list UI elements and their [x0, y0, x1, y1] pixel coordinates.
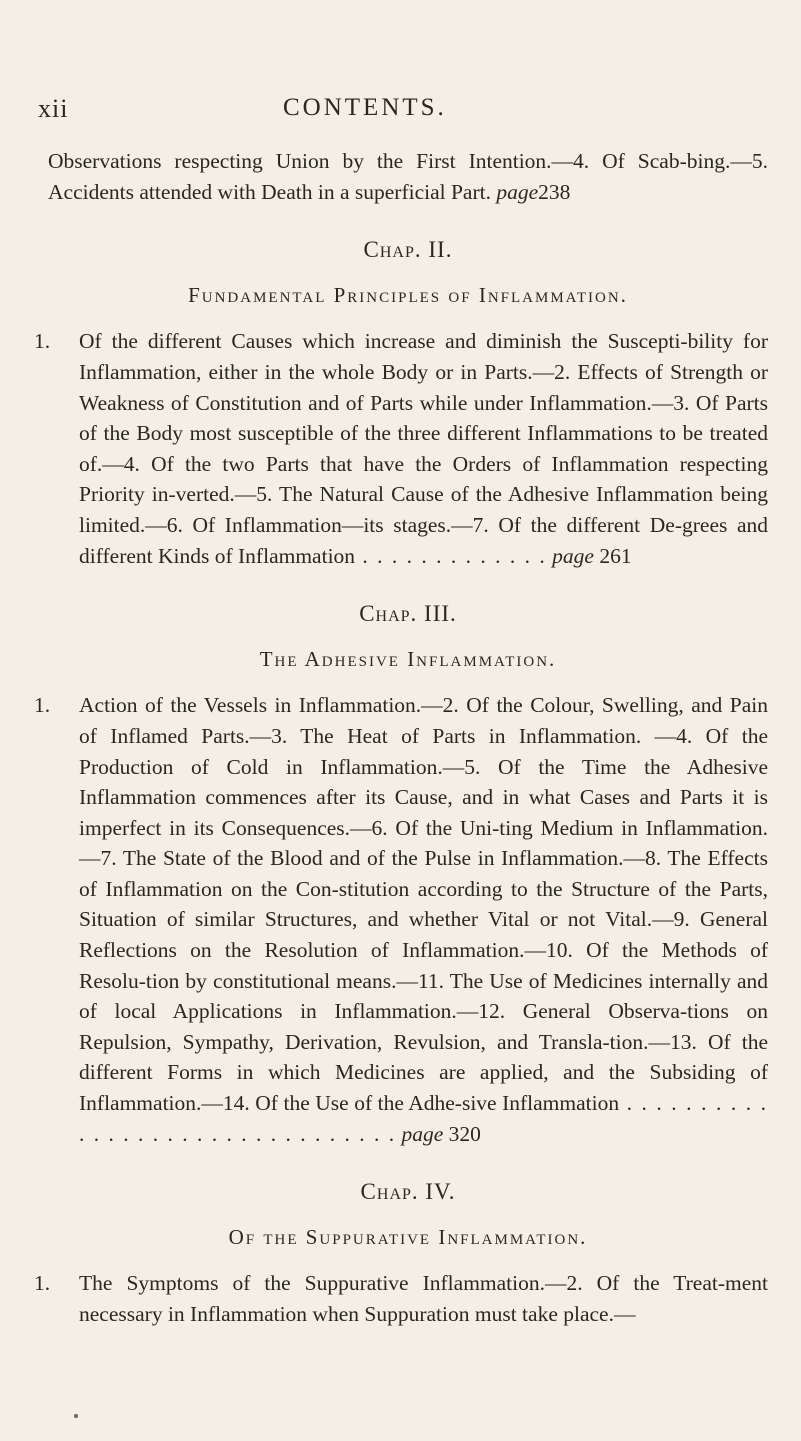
intro-paragraph — [48, 146, 768, 207]
contents-body — [34, 146, 768, 1330]
dot-leader: . . . . . . . . . . . . . . . . . . . . . . . . . . . . . . . . — [79, 1091, 768, 1146]
chapter-entry — [34, 326, 768, 571]
chapter-title: Fundamental Principles of Inflammation. — [188, 282, 628, 307]
entry-number: 1. — [34, 329, 51, 354]
print-speck — [74, 1414, 78, 1418]
entry-number: 1. — [34, 693, 51, 718]
entry-text: The Symptoms of the Suppurative Inflammation.—2. Of the Treat-ment necessary in Inflammation when Suppuration must take place.— — [79, 1271, 768, 1326]
entry-page-label: page — [401, 1121, 444, 1146]
dot-leader: . . . . . . . . . . . . . — [355, 543, 547, 568]
entry-page-number: 261 — [599, 543, 632, 568]
chapter-3 — [34, 599, 768, 1149]
intro-page-number: 238 — [538, 179, 571, 204]
entry-number: 1. — [34, 1271, 51, 1296]
chapter-heading: Chap. III. — [359, 601, 457, 627]
chapter-heading: Chap. II. — [363, 237, 453, 263]
entry-text: Of the different Causes which increase and diminish the Suscepti-bility for Inflammation, either in the whole Body or in Parts.—2. Effects of Strength or Weakness of Constitution and of Parts while under Inflammation.—3. Of Parts of the Body most susceptible of the three different Inflammations to be treated of.—4. Of the two Parts that have the Orders of Inflammation respecting Priority in-verted.—5. The Natural Cause of the Adhesive Inflammation being limited.—6. Of Inflammation—its stages.—7. Of the different De-grees and different Kinds of Inflammation — [79, 329, 768, 568]
running-head — [0, 94, 801, 134]
chapter-4 — [34, 1177, 768, 1329]
chapter-heading: Chap. IV. — [360, 1179, 456, 1205]
chapter-entry — [34, 1268, 768, 1329]
entry-text: Action of the Vessels in Inflammation.—2. Of the Colour, Swelling, and Pain of Inflamed Parts.—3. The Heat of Parts in Inflammation. —4. Of the Production of Cold in Inflammation.—5. Of the Time the Adhesive Inflammation commences after its Cause, and in what Cases and Parts it is imperfect in its Consequences.—6. Of the Uni-ting Medium in Inflammation.—7. The State of the Blood and of the Pulse in Inflammation.—8. The Effects of Inflammation on the Con-stitution according to the Structure of the Parts, Situation of similar Structures, and whether Vital or not Vital.—9. General Reflections on the Resolution of Inflammation.—10. Of the Methods of Resolu-tion by constitutional means.—11. The Use of Medicines internally and of local Applications in Inflammation.—12. General Observa-tions on Repulsion, Sympathy, Derivation, Revulsion, and Transla-tion.—13. Of the different Forms in which Medicines are applied, and the Subsiding of Inflammation.—14. Of the Use of the Adhe-sive Inflammation — [79, 693, 768, 1116]
chapter-title: The Adhesive Inflammation. — [259, 646, 557, 671]
entry-page-number: 320 — [448, 1121, 481, 1146]
entry-page-label: page — [552, 543, 594, 568]
running-title: CONTENTS. — [283, 94, 447, 121]
chapter-entry — [34, 690, 768, 1149]
intro-page-label: page — [496, 179, 539, 204]
intro-text: Observations respecting Union by the First Intention.—4. Of Scab-bing.—5. Accidents attended with Death in a superficial Part. — [48, 149, 768, 204]
chapter-2 — [34, 235, 768, 571]
chapter-title: Of the Suppurative Inflammation. — [228, 1224, 588, 1249]
page-number: xii — [38, 94, 69, 123]
